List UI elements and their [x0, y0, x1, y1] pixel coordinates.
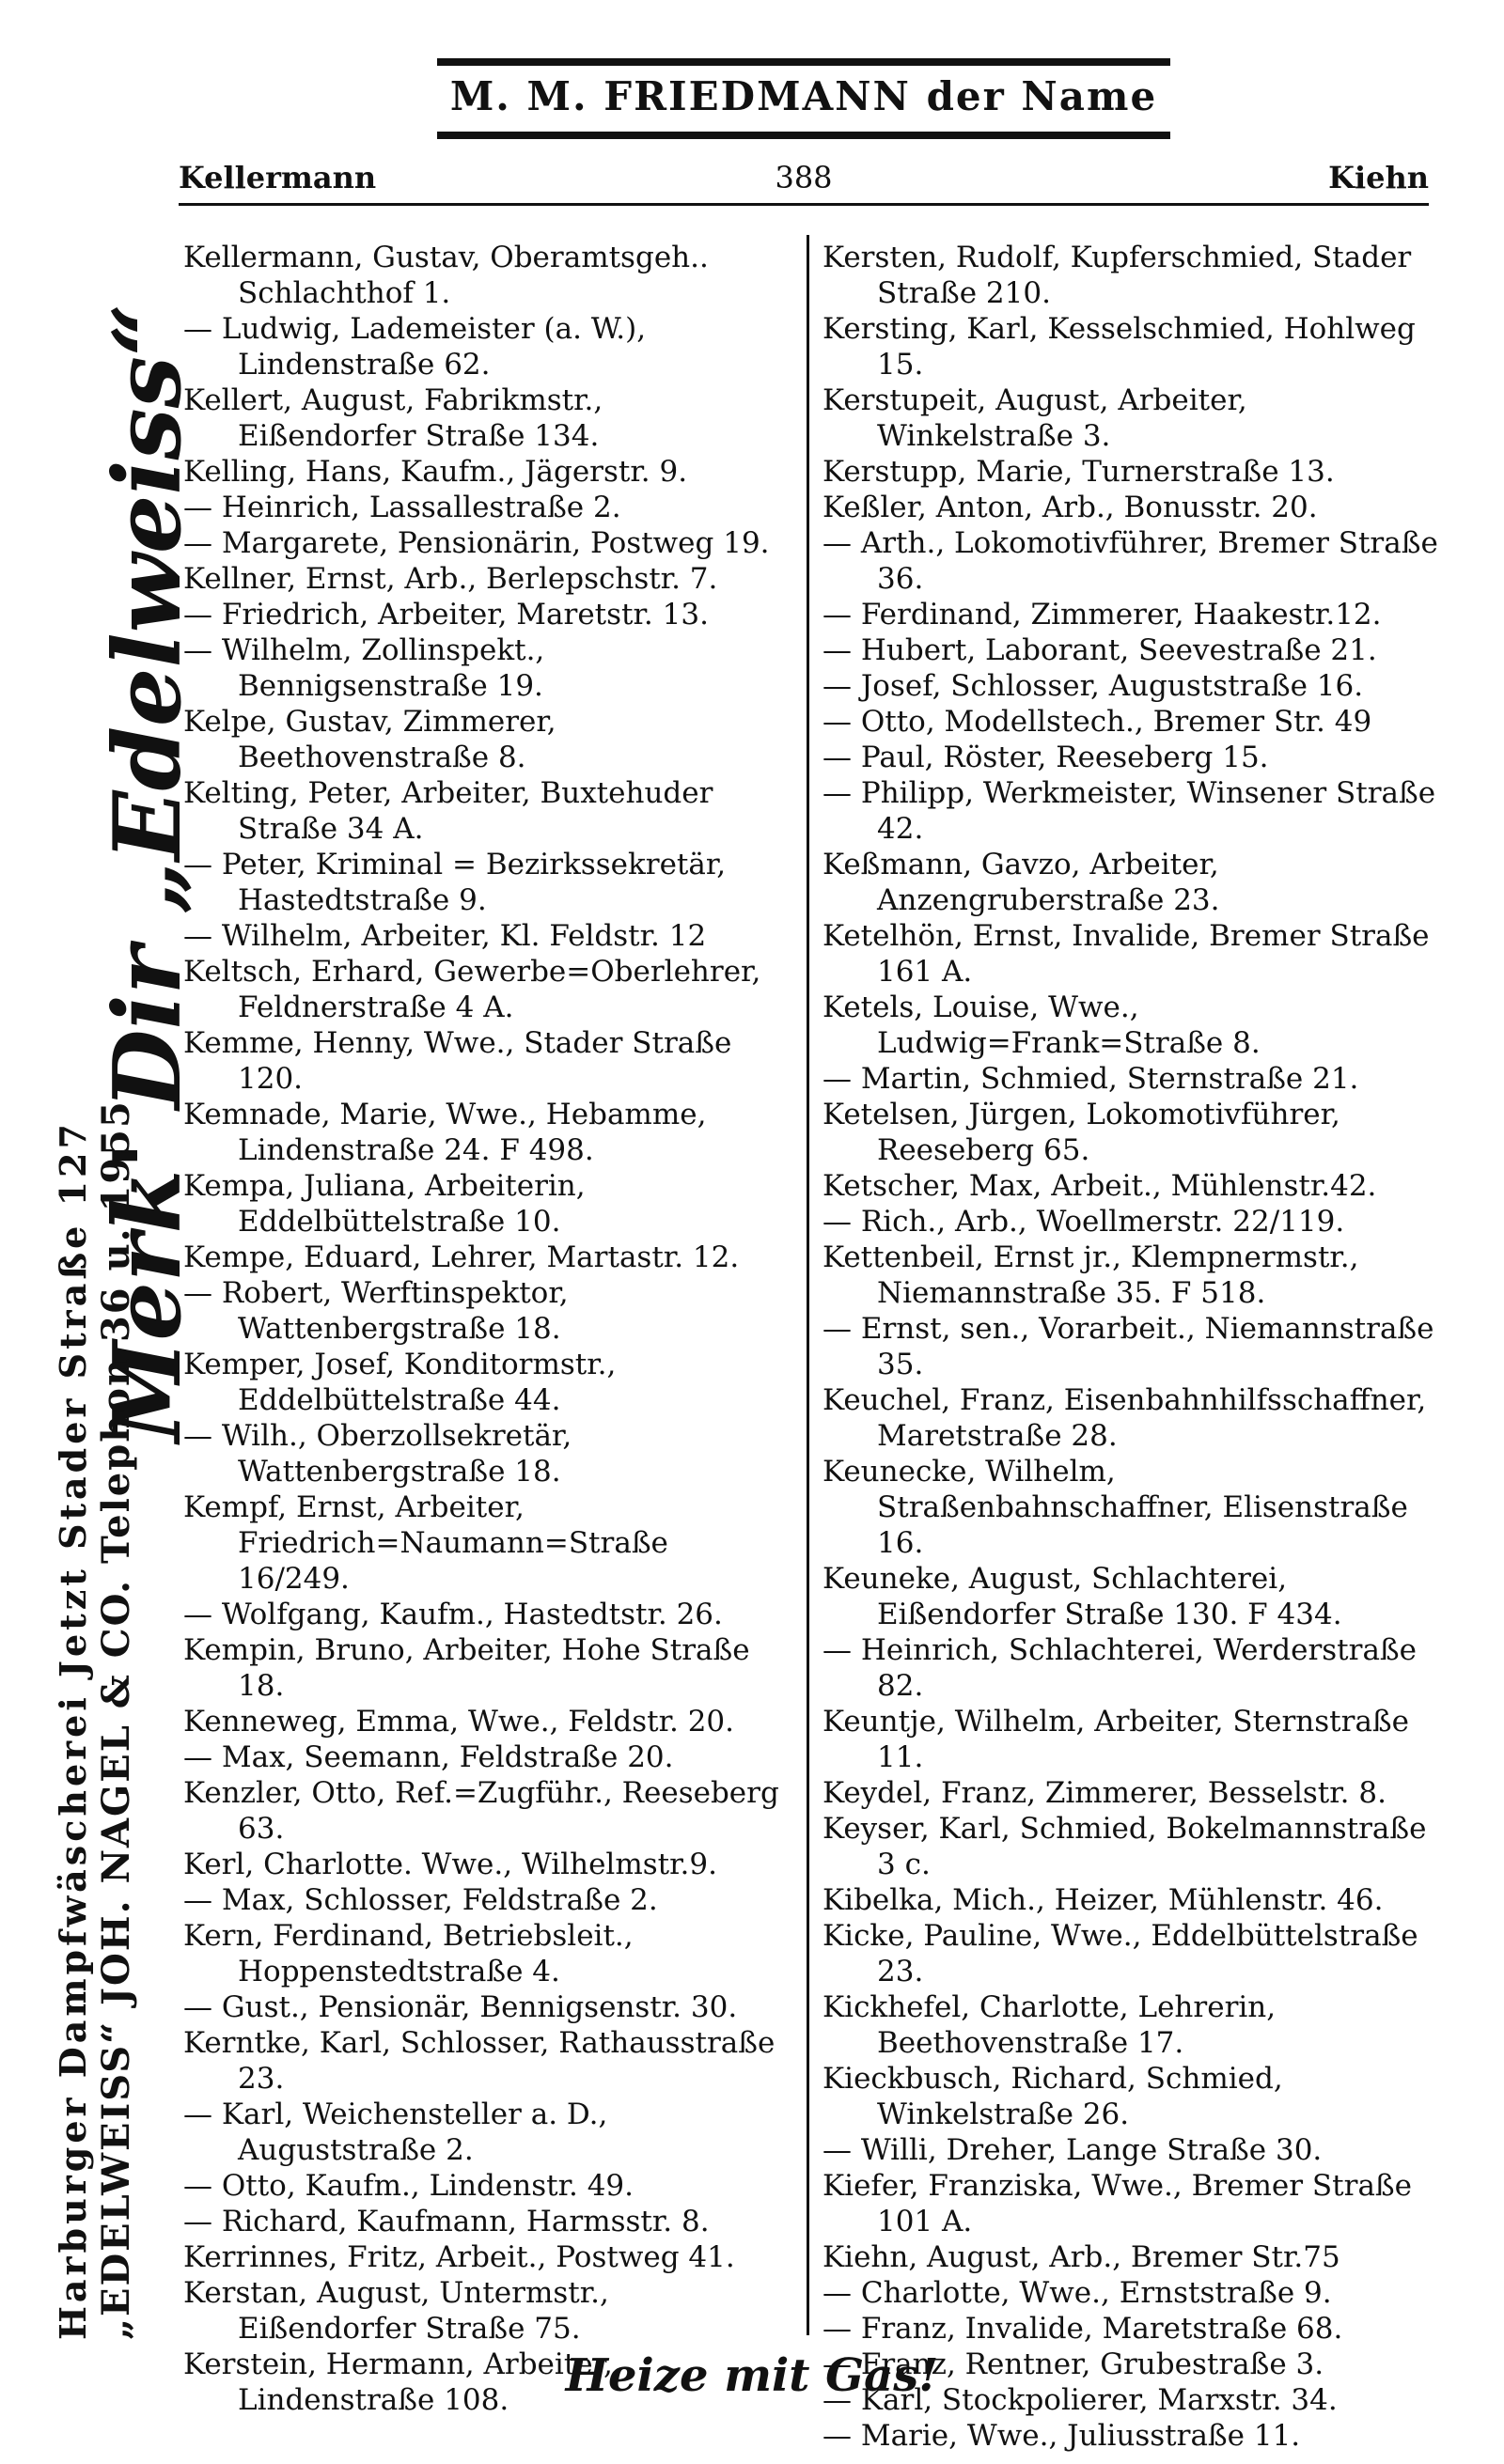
directory-entry: — Otto, Kaufm., Lindenstr. 49.: [183, 2169, 634, 2203]
directory-entry: Kempe, Eduard, Lehrer, Martastr. 12.: [183, 1240, 740, 1274]
directory-entry: — Friedrich, Arbeiter, Maretstr. 13.: [183, 598, 709, 632]
directory-entry: Kiefer, Franziska, Wwe., Bremer Straße 101 A.: [822, 2169, 1412, 2238]
directory-entry: — Wilhelm, Zollinspekt., Bennigsenstraße 19.: [183, 633, 545, 703]
directory-entry: Ketelsen, Jürgen, Lokomotivführer, Reeseberg 65.: [822, 1098, 1340, 1167]
directory-entry: Kettenbeil, Ernst jr., Klempnermstr., Niemannstraße 35. F 518.: [822, 1240, 1359, 1310]
directory-entry: Kerntke, Karl, Schlosser, Rathausstraße 23.: [183, 2026, 776, 2096]
directory-entry: Keuneke, August, Schlachterei, Eißendorfer Straße 130. F 434.: [822, 1562, 1342, 1631]
directory-entry: — Wilh., Oberzollsekretär, Wattenbergstraße 18.: [183, 1419, 572, 1489]
directory-entry: Keßler, Anton, Arb., Bonusstr. 20.: [822, 491, 1318, 524]
directory-entry: — Marie, Wwe., Juliusstraße 11.: [822, 2419, 1301, 2453]
directory-entry: — Paul, Röster, Reeseberg 15.: [822, 741, 1269, 774]
directory-entry: — Gust., Pensionär, Bennigsenstr. 30.: [183, 1990, 738, 2024]
directory-entry: Keltsch, Erhard, Gewerbe=Oberlehrer, Feldnerstraße 4 A.: [183, 955, 761, 1024]
directory-entry: Keuchel, Franz, Eisenbahnhilfsschaffner, Maretstraße 28.: [822, 1383, 1427, 1453]
directory-entry: Kiehn, August, Arb., Bremer Str.75: [822, 2240, 1340, 2274]
directory-entry: Kieckbusch, Richard, Schmied, Winkelstraße 26.: [822, 2062, 1283, 2131]
directory-entry: Kersting, Karl, Kesselschmied, Hohlweg 15.: [822, 312, 1416, 382]
directory-entry: — Heinrich, Schlachterei, Werderstraße 82.: [822, 1633, 1417, 1703]
directory-entry: Ketscher, Max, Arbeit., Mühlenstr.42.: [822, 1169, 1377, 1203]
directory-entry: — Hubert, Laborant, Seevestraße 21.: [822, 633, 1377, 667]
running-head-first-entry: Kellermann: [179, 160, 377, 195]
running-head: [179, 160, 1429, 197]
directory-entry: Kicke, Pauline, Wwe., Eddelbüttelstraße 23.: [822, 1919, 1418, 1988]
directory-entry: Kellert, August, Fabrikmstr., Eißendorfer Straße 134.: [183, 383, 603, 453]
directory-entry: Kerstupp, Marie, Turnerstraße 13.: [822, 455, 1335, 489]
directory-entry: — Ludwig, Lademeister (a. W.), Lindenstraße 62.: [183, 312, 647, 382]
running-head-last-entry: Kiehn: [1328, 160, 1429, 195]
directory-entry: Kellner, Ernst, Arb., Berlepschstr. 7.: [183, 562, 718, 596]
directory-entry: Kenneweg, Emma, Wwe., Feldstr. 20.: [183, 1705, 735, 1739]
directory-entry: Kellermann, Gustav, Oberamtsgeh.. Schlachthof 1.: [183, 241, 709, 310]
banner-top-rule: [437, 58, 1170, 66]
directory-entry: Kerstupeit, August, Arbeiter, Winkelstraße 3.: [822, 383, 1247, 453]
directory-entry: Kelting, Peter, Arbeiter, Buxtehuder Straße 34 A.: [183, 776, 713, 846]
directory-entry: — Charlotte, Wwe., Ernststraße 9.: [822, 2276, 1332, 2310]
footer-slogan: Heize mit Gas!: [565, 2349, 939, 2402]
directory-entry: Keyser, Karl, Schmied, Bokelmannstraße 3 c.: [822, 1812, 1427, 1881]
directory-entry: Kern, Ferdinand, Betriebsleit., Hoppenstedtstraße 4.: [183, 1919, 634, 1988]
directory-entry: Keuntje, Wilhelm, Arbeiter, Sternstraße 11.: [822, 1705, 1409, 1774]
directory-entry: Kelpe, Gustav, Zimmerer, Beethovenstraße 8.: [183, 705, 556, 774]
directory-entry: — Franz, Invalide, Maretstraße 68.: [822, 2312, 1343, 2346]
directory-entry: Kemper, Josef, Konditormstr., Eddelbüttelstraße 44.: [183, 1348, 617, 1417]
directory-entry: — Karl, Stockpolierer, Marxstr. 34.: [822, 2383, 1338, 2417]
directory-entry: Ketelhön, Ernst, Invalide, Bremer Straße 161 A.: [822, 919, 1430, 989]
sidebar-ad-line-2: „EDELWEISS“ JOH. NAGEL & CO. Telephon 36 u. 1955: [94, 1099, 138, 2340]
directory-entry: Keunecke, Wilhelm, Straßenbahnschaffner, Elisenstraße 16.: [822, 1455, 1408, 1560]
directory-entry: Kerstan, August, Untermstr., Eißendorfer Straße 75.: [183, 2276, 609, 2346]
directory-entry: Ketels, Louise, Wwe., Ludwig=Frank=Straße 8.: [822, 990, 1261, 1060]
directory-entry: Keßmann, Gavzo, Arbeiter, Anzengruberstraße 23.: [822, 848, 1220, 917]
directory-entry: — Karl, Weichensteller a. D., Auguststraße 2.: [183, 2098, 608, 2167]
directory-entry: — Josef, Schlosser, Auguststraße 16.: [822, 669, 1364, 703]
running-head-rule: [179, 203, 1429, 206]
column-divider: [807, 235, 809, 2335]
directory-entry: — Philipp, Werkmeister, Winsener Straße 42.: [822, 776, 1436, 846]
directory-entry: — Max, Schlosser, Feldstraße 2.: [183, 1883, 658, 1917]
directory-entry: Kerl, Charlotte. Wwe., Wilhelmstr.9.: [183, 1848, 717, 1881]
directory-entry: — Ferdinand, Zimmerer, Haakestr.12.: [822, 598, 1382, 632]
sidebar-motto: Merk' Dir „Edelweiss“: [94, 303, 202, 1443]
left-column: [183, 240, 785, 2418]
directory-entry: Kerrinnes, Fritz, Arbeit., Postweg 41.: [183, 2240, 735, 2274]
right-column: [822, 240, 1448, 2454]
sidebar-ad-line-1: Harburger Dampfwäscherei Jetzt Stader Straße 127: [52, 1120, 94, 2340]
directory-entry: Kemme, Henny, Wwe., Stader Straße 120.: [183, 1026, 732, 1096]
directory-entry: Kenzler, Otto, Ref.=Zugführ., Reeseberg 63.: [183, 1776, 779, 1846]
directory-entry: — Willi, Dreher, Lange Straße 30.: [822, 2133, 1323, 2167]
banner-bottom-rule: [437, 132, 1170, 139]
directory-entry: — Rich., Arb., Woellmerstr. 22/119.: [822, 1205, 1345, 1239]
directory-entry: Kempa, Juliana, Arbeiterin, Eddelbüttelstraße 10.: [183, 1169, 586, 1239]
directory-entry: — Otto, Modellstech., Bremer Str. 49: [822, 705, 1372, 739]
directory-entry: — Arth., Lokomotivführer, Bremer Straße 36.: [822, 526, 1438, 596]
directory-entry: — Max, Seemann, Feldstraße 20.: [183, 1740, 674, 1774]
page-number: 388: [775, 160, 833, 195]
directory-entry: — Robert, Werftinspektor, Wattenbergstraße 18.: [183, 1276, 569, 1346]
directory-entry: Kerstein, Hermann, Arbeiter, Lindenstraße 108.: [183, 2347, 613, 2417]
directory-entry: — Ernst, sen., Vorarbeit., Niemannstraße 35.: [822, 1312, 1434, 1381]
advertising-banner: [437, 58, 1170, 139]
directory-entry: Keydel, Franz, Zimmerer, Besselstr. 8.: [822, 1776, 1386, 1810]
directory-entry: — Peter, Kriminal = Bezirkssekretär, Hastedtstraße 9.: [183, 848, 727, 917]
directory-entry: Kickhefel, Charlotte, Lehrerin, Beethovenstraße 17.: [822, 1990, 1277, 2060]
directory-entry: — Richard, Kaufmann, Harmsstr. 8.: [183, 2205, 710, 2238]
directory-entry: — Margarete, Pensionärin, Postweg 19.: [183, 526, 770, 560]
directory-entry: Kersten, Rudolf, Kupferschmied, Stader Straße 210.: [822, 241, 1412, 310]
directory-entry: Kibelka, Mich., Heizer, Mühlenstr. 46.: [822, 1883, 1384, 1917]
banner-text: M. M. FRIEDMANN der Name: [449, 73, 1158, 119]
directory-entry: — Franz, Rentner, Grubestraße 3.: [822, 2347, 1324, 2381]
directory-entry: Kempf, Ernst, Arbeiter, Friedrich=Naumann=Straße 16/249.: [183, 1490, 668, 1596]
directory-entry: Kemnade, Marie, Wwe., Hebamme, Lindenstraße 24. F 498.: [183, 1098, 707, 1167]
directory-entry: — Wilhelm, Arbeiter, Kl. Feldstr. 12: [183, 919, 707, 953]
directory-entry: — Martin, Schmied, Sternstraße 21.: [822, 1062, 1359, 1096]
directory-entry: Kempin, Bruno, Arbeiter, Hohe Straße 18.: [183, 1633, 750, 1703]
directory-entry: Kelling, Hans, Kaufm., Jägerstr. 9.: [183, 455, 688, 489]
directory-entry: — Wolfgang, Kaufm., Hastedtstr. 26.: [183, 1598, 723, 1631]
directory-entry: — Heinrich, Lassallestraße 2.: [183, 491, 621, 524]
